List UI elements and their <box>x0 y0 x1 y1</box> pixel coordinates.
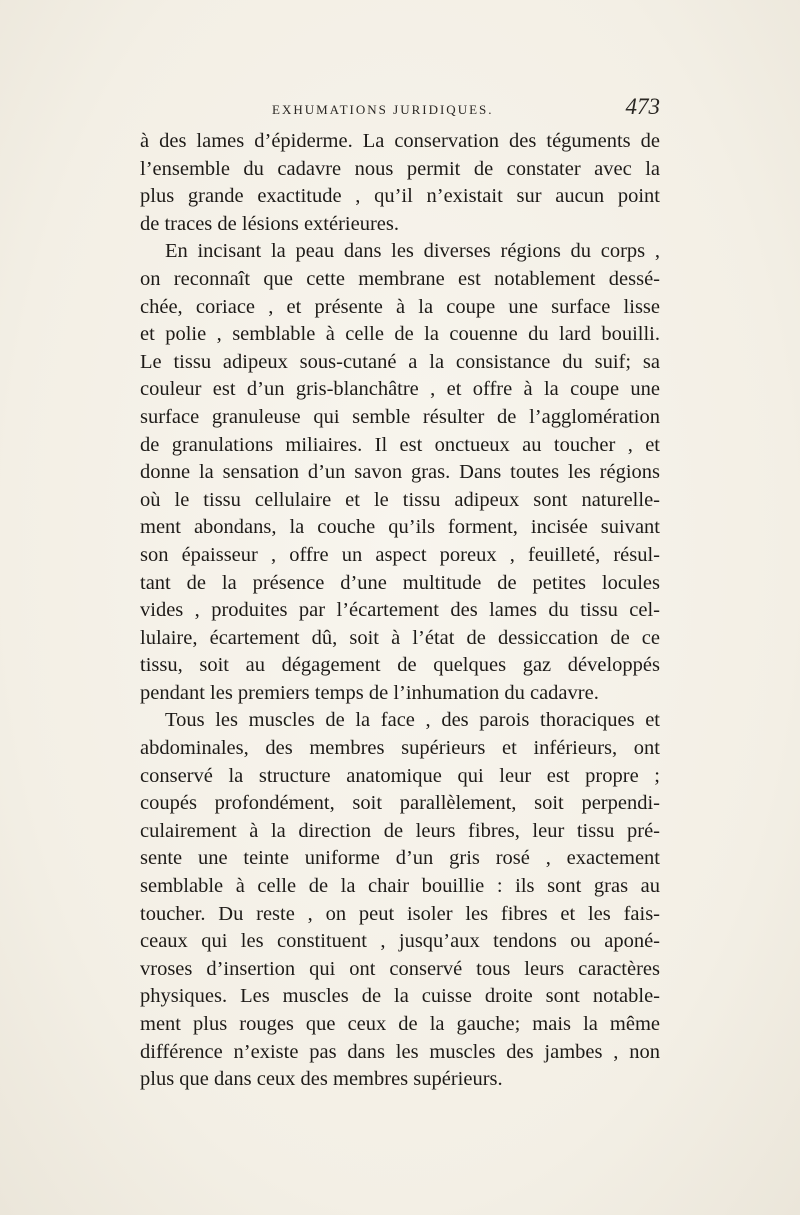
text-line: couleur est d’un gris-blanchâtre , et offre à la coupe une <box>140 378 660 401</box>
text-line: ment plus rouges que ceux de la gauche; mais la même <box>140 1013 660 1035</box>
text-line: vroses d’insertion qui ont conservé tous leurs caractères <box>140 957 660 980</box>
text-line: toucher. Du reste , on peut isoler les fibres et les fais- <box>140 902 660 925</box>
text-line: chée, coriace , et présente à la coupe une surface lisse <box>140 295 660 318</box>
text-line: conservé la structure anatomique qui leur est propre ; <box>140 764 660 787</box>
text-line: différence n’existe pas dans les muscles des jambes , non <box>140 1040 660 1063</box>
text-line: physiques. Les muscles de la cuisse droite sont notable- <box>140 985 660 1008</box>
text-line: tissu, soit au dégagement de quelques gaz développés <box>140 654 660 677</box>
text-line: à des lames d’épiderme. La conservation des téguments de <box>140 130 660 152</box>
text-line: son épaisseur , offre un aspect poreux , feuilleté, résul- <box>140 543 660 566</box>
text-line: Le tissu adipeux sous-cutané a la consistance du suif; sa <box>140 350 660 373</box>
paragraph-first-line: En incisant la peau dans les diverses régions du corps , <box>165 240 660 263</box>
text-line: vides , produites par l’écartement des lames du tissu cel- <box>140 599 660 622</box>
text-line: sente une teinte uniforme d’un gris rosé , exactement <box>140 847 660 870</box>
text-line: semblable à celle de la chair bouillie : ils sont gras au <box>140 875 660 898</box>
text-line: de granulations miliaires. Il est onctueux au toucher , et <box>140 433 660 456</box>
text-line: et polie , semblable à celle de la couenne du lard bouilli. <box>140 323 660 346</box>
running-title: EXHUMATIONS JURIDIQUES. <box>272 102 494 117</box>
text-line: plus grande exactitude , qu’il n’existait sur aucun point <box>140 185 660 208</box>
page-number: 473 <box>625 94 660 119</box>
text-line: donne la sensation d’un savon gras. Dans toutes les régions <box>140 461 660 484</box>
text-line: coupés profondément, soit parallèlement, soit perpendi- <box>140 792 660 815</box>
text-line: ment abondans, la couche qu’ils forment, incisée suivant <box>140 516 660 539</box>
running-head <box>140 96 660 126</box>
text-line: de traces de lésions extérieures. <box>140 212 399 235</box>
text-line: ceaux qui les constituent , jusqu’aux tendons ou aponé- <box>140 930 660 953</box>
text-line: abdominales, des membres supérieurs et inférieurs, ont <box>140 737 660 760</box>
text-line: où le tissu cellulaire et le tissu adipeux sont naturelle- <box>140 488 660 511</box>
text-line: l’ensemble du cadavre nous permit de constater avec la <box>140 157 660 180</box>
text-line: on reconnaît que cette membrane est notablement dessé- <box>140 267 660 290</box>
text-line: surface granuleuse qui semble résulter de l’agglomération <box>140 405 660 428</box>
text-line: lulaire, écartement dû, soit à l’état de dessiccation de ce <box>140 626 660 649</box>
text-line: plus que dans ceux des membres supérieurs. <box>140 1068 503 1091</box>
body-text <box>140 128 660 1094</box>
text-line: tant de la présence d’une multitude de petites locules <box>140 571 660 594</box>
paragraph-first-line: Tous les muscles de la face , des parois thoraciques et <box>165 709 660 732</box>
text-line: pendant les premiers temps de l’inhumation du cadavre. <box>140 681 599 704</box>
text-line: culairement à la direction de leurs fibres, leur tissu pré- <box>140 819 660 842</box>
